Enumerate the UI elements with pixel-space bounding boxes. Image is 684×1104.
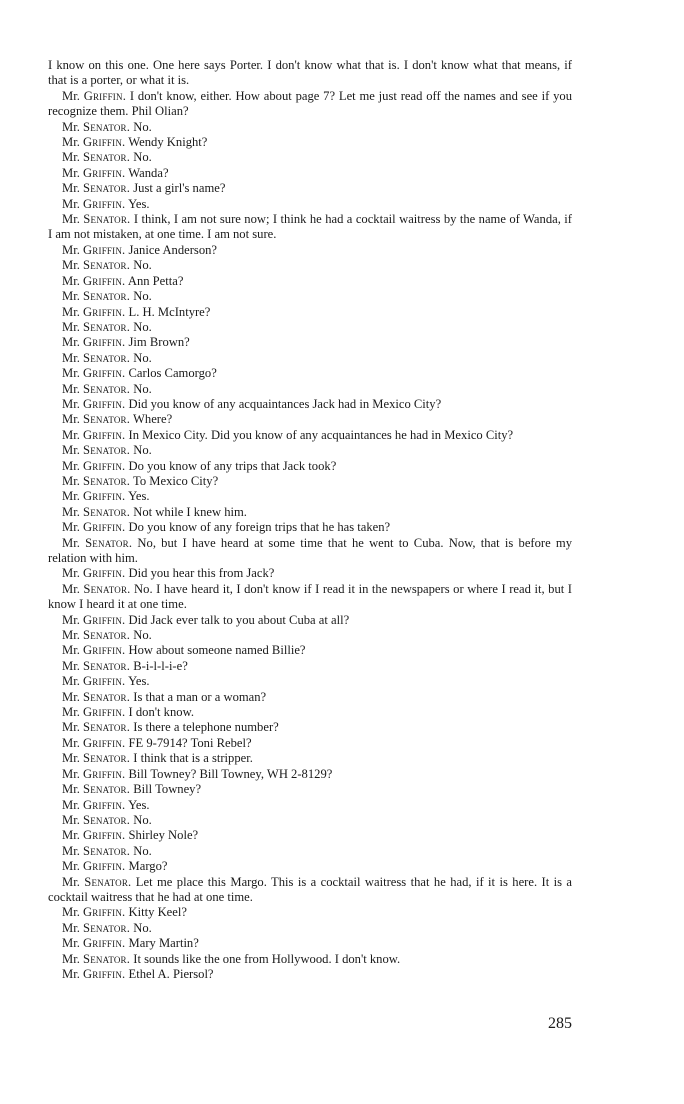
dialogue-line bbox=[48, 135, 572, 150]
speaker-name: Griffin. bbox=[83, 273, 126, 288]
page-number: 285 bbox=[548, 1015, 572, 1032]
speaker-title: Mr. bbox=[62, 150, 80, 165]
speaker-name: Senator. bbox=[83, 212, 131, 227]
dialogue-line bbox=[48, 351, 572, 366]
speaker-title: Mr. bbox=[62, 427, 80, 442]
dialogue-line bbox=[48, 875, 572, 906]
speech-text: Ann Petta? bbox=[127, 273, 184, 288]
speaker-title: Mr. bbox=[62, 859, 80, 874]
speech-text: Is there a telephone number? bbox=[133, 720, 279, 735]
speech-text: Carlos Camorgo? bbox=[128, 366, 217, 381]
speaker-name: Senator. bbox=[85, 535, 133, 550]
dialogue-line bbox=[48, 197, 572, 212]
dialogue-line bbox=[48, 443, 572, 458]
dialogue-line bbox=[48, 181, 572, 196]
speaker-title: Mr. bbox=[62, 797, 80, 812]
speaker-name: Senator. bbox=[83, 119, 131, 134]
dialogue-line bbox=[48, 412, 572, 427]
speaker-title: Mr. bbox=[62, 88, 80, 103]
speaker-title: Mr. bbox=[62, 874, 80, 889]
dialogue-line bbox=[48, 428, 572, 443]
speech-text: Did Jack ever talk to you about Cuba at all? bbox=[128, 612, 350, 627]
dialogue-line bbox=[48, 305, 572, 320]
speaker-title: Mr. bbox=[62, 843, 80, 858]
dialogue-line bbox=[48, 505, 572, 520]
speaker-name: Griffin. bbox=[83, 766, 126, 781]
speaker-name: Senator. bbox=[83, 628, 131, 643]
dialogue-line bbox=[48, 767, 572, 782]
speech-text: In Mexico City. Did you know of any acquaintances he had in Mexico City? bbox=[128, 427, 514, 442]
speaker-title: Mr. bbox=[62, 304, 80, 319]
speaker-name: Griffin. bbox=[83, 735, 126, 750]
dialogue-line bbox=[48, 628, 572, 643]
speaker-name: Senator. bbox=[83, 319, 131, 334]
speaker-name: Senator. bbox=[83, 412, 131, 427]
speech-text: Bill Towney? Bill Towney, WH 2-8129? bbox=[128, 766, 333, 781]
speech-text: Not while I knew him. bbox=[133, 504, 247, 519]
dialogue-list bbox=[48, 89, 572, 983]
speaker-title: Mr. bbox=[62, 751, 80, 766]
speech-text: No. bbox=[133, 443, 152, 458]
speech-text: Jim Brown? bbox=[128, 335, 190, 350]
speech-text: No. I have heard it, I don't know if I read it in the newspapers or where I read it, but I know I heard it at one time. bbox=[48, 581, 572, 612]
speaker-title: Mr. bbox=[62, 612, 80, 627]
dialogue-line bbox=[48, 489, 572, 504]
speaker-name: Griffin. bbox=[83, 335, 126, 350]
speaker-name: Griffin. bbox=[83, 165, 126, 180]
speaker-name: Griffin. bbox=[83, 566, 126, 581]
speech-text: No. bbox=[133, 119, 152, 134]
speaker-name: Senator. bbox=[83, 689, 131, 704]
speaker-name: Griffin. bbox=[83, 427, 126, 442]
dialogue-line bbox=[48, 274, 572, 289]
speech-text: No. bbox=[133, 812, 152, 827]
dialogue-line bbox=[48, 859, 572, 874]
speech-text: No. bbox=[133, 289, 152, 304]
dialogue-line bbox=[48, 921, 572, 936]
speaker-name: Griffin. bbox=[83, 242, 126, 257]
speaker-title: Mr. bbox=[62, 381, 80, 396]
speaker-title: Mr. bbox=[62, 705, 80, 720]
speech-text: Margo? bbox=[128, 859, 168, 874]
speech-text: Let me place this Margo. This is a cocktail waitress that he had, if it is here. It is a cocktail waitress that he had at one time. bbox=[48, 874, 573, 904]
speaker-name: Senator. bbox=[83, 381, 131, 396]
speech-text: Yes. bbox=[128, 674, 150, 689]
speaker-name: Senator. bbox=[83, 843, 131, 858]
speaker-title: Mr. bbox=[62, 905, 80, 920]
dialogue-line bbox=[48, 674, 572, 689]
speaker-name: Senator. bbox=[83, 751, 131, 766]
speaker-title: Mr. bbox=[62, 812, 80, 827]
dialogue-line bbox=[48, 659, 572, 674]
speaker-name: Griffin. bbox=[83, 196, 126, 211]
speaker-name: Griffin. bbox=[83, 366, 126, 381]
speaker-name: Senator. bbox=[84, 874, 132, 889]
speech-text: Did you hear this from Jack? bbox=[128, 566, 275, 581]
speech-text: No. bbox=[133, 843, 152, 858]
speech-text: How about someone named Billie? bbox=[128, 643, 306, 658]
speaker-title: Mr. bbox=[62, 396, 80, 411]
speaker-name: Griffin. bbox=[83, 859, 126, 874]
speech-text: Did you know of any acquaintances Jack had in Mexico City? bbox=[128, 396, 442, 411]
speech-text: I think, I am not sure now; I think he had a cocktail waitress by the name of Wanda, if I am not mistaken, at one time. I am not sure. bbox=[48, 212, 572, 242]
dialogue-line bbox=[48, 905, 572, 920]
dialogue-line bbox=[48, 459, 572, 474]
speaker-title: Mr. bbox=[62, 335, 80, 350]
speaker-title: Mr. bbox=[62, 196, 80, 211]
speaker-title: Mr. bbox=[62, 628, 80, 643]
speaker-name: Griffin. bbox=[83, 797, 126, 812]
dialogue-line bbox=[48, 967, 572, 982]
speaker-title: Mr. bbox=[62, 504, 80, 519]
dialogue-line bbox=[48, 643, 572, 658]
speaker-name: Senator. bbox=[83, 581, 131, 596]
dialogue-line bbox=[48, 936, 572, 951]
speech-text: Do you know of any trips that Jack took? bbox=[128, 458, 337, 473]
dialogue-line bbox=[48, 536, 572, 567]
dialogue-line bbox=[48, 382, 572, 397]
dialogue-line bbox=[48, 952, 572, 967]
speaker-name: Senator. bbox=[83, 258, 131, 273]
speech-text: Ethel A. Piersol? bbox=[128, 966, 214, 981]
speech-text: Kitty Keel? bbox=[128, 905, 187, 920]
speaker-title: Mr. bbox=[62, 212, 80, 227]
speaker-title: Mr. bbox=[62, 951, 80, 966]
speaker-name: Griffin. bbox=[83, 458, 126, 473]
speaker-name: Griffin. bbox=[83, 135, 126, 150]
speech-text: Yes. bbox=[128, 797, 150, 812]
speaker-name: Griffin. bbox=[83, 828, 126, 843]
speech-text: It sounds like the one from Hollywood. I don't know. bbox=[133, 951, 401, 966]
dialogue-line bbox=[48, 798, 572, 813]
speech-text: Where? bbox=[133, 412, 173, 427]
speaker-name: Griffin. bbox=[83, 396, 126, 411]
speaker-title: Mr. bbox=[62, 350, 80, 365]
speaker-title: Mr. bbox=[62, 643, 80, 658]
speech-text: Janice Anderson? bbox=[128, 242, 218, 257]
opening-paragraph: I know on this one. One here says Porter. I don't know what that is. I don't know what that means, if that is a porter, or what it is. bbox=[48, 58, 572, 88]
speech-text: No. bbox=[133, 628, 152, 643]
speaker-name: Senator. bbox=[83, 289, 131, 304]
speech-text: I think that is a stripper. bbox=[133, 751, 253, 766]
speech-text: Mary Martin? bbox=[128, 936, 199, 951]
dialogue-line bbox=[48, 150, 572, 165]
dialogue-line bbox=[48, 289, 572, 304]
speaker-title: Mr. bbox=[62, 242, 80, 257]
speech-text: No. bbox=[133, 920, 152, 935]
speaker-title: Mr. bbox=[62, 258, 80, 273]
dialogue-line bbox=[48, 520, 572, 535]
dialogue-line bbox=[48, 582, 572, 613]
speech-text: No. bbox=[133, 381, 152, 396]
speaker-title: Mr. bbox=[62, 289, 80, 304]
speaker-name: Griffin. bbox=[83, 966, 126, 981]
speaker-title: Mr. bbox=[62, 273, 80, 288]
dialogue-line bbox=[48, 613, 572, 628]
speech-text: L. H. McIntyre? bbox=[128, 304, 211, 319]
dialogue-line bbox=[48, 566, 572, 581]
dialogue-line bbox=[48, 335, 572, 350]
dialogue-line bbox=[48, 720, 572, 735]
speaker-title: Mr. bbox=[62, 443, 80, 458]
speech-text: I don't know, either. How about page 7? Let me just read off the names and see if you recognize them. Phil Olian? bbox=[48, 88, 572, 119]
speech-text: Is that a man or a woman? bbox=[133, 689, 267, 704]
speaker-title: Mr. bbox=[62, 936, 80, 951]
speaker-name: Griffin. bbox=[83, 304, 126, 319]
speech-text: No. bbox=[133, 319, 152, 334]
speaker-title: Mr. bbox=[62, 458, 80, 473]
speaker-title: Mr. bbox=[62, 720, 80, 735]
speaker-name: Senator. bbox=[83, 951, 131, 966]
dialogue-line bbox=[48, 690, 572, 705]
speaker-name: Senator. bbox=[83, 920, 131, 935]
dialogue-line bbox=[48, 813, 572, 828]
dialogue-line bbox=[48, 397, 572, 412]
speech-text: Do you know of any foreign trips that he has taken? bbox=[128, 520, 391, 535]
speaker-name: Griffin. bbox=[83, 520, 126, 535]
speaker-title: Mr. bbox=[62, 489, 80, 504]
dialogue-line bbox=[48, 751, 572, 766]
speaker-title: Mr. bbox=[62, 119, 80, 134]
speech-text: Wendy Knight? bbox=[128, 135, 208, 150]
speaker-title: Mr. bbox=[62, 135, 80, 150]
dialogue-line bbox=[48, 705, 572, 720]
speech-text: To Mexico City? bbox=[133, 473, 219, 488]
speech-text: No. bbox=[133, 258, 152, 273]
transcript-page bbox=[48, 58, 572, 982]
speech-text: Just a girl's name? bbox=[133, 181, 226, 196]
speaker-title: Mr. bbox=[62, 319, 80, 334]
speaker-title: Mr. bbox=[62, 674, 80, 689]
speech-text: No. bbox=[133, 350, 152, 365]
speaker-name: Griffin. bbox=[83, 612, 126, 627]
speech-text: I don't know. bbox=[128, 705, 194, 720]
dialogue-line bbox=[48, 166, 572, 181]
speaker-name: Griffin. bbox=[83, 643, 126, 658]
speaker-title: Mr. bbox=[62, 366, 80, 381]
speaker-name: Senator. bbox=[83, 782, 131, 797]
speech-text: Bill Towney? bbox=[133, 782, 202, 797]
speaker-title: Mr. bbox=[62, 689, 80, 704]
speaker-title: Mr. bbox=[62, 473, 80, 488]
speech-text: FE 9-7914? Toni Rebel? bbox=[128, 735, 252, 750]
speaker-title: Mr. bbox=[62, 658, 80, 673]
dialogue-line bbox=[48, 89, 572, 120]
speaker-name: Griffin. bbox=[83, 489, 126, 504]
speaker-title: Mr. bbox=[62, 535, 80, 550]
speaker-name: Senator. bbox=[83, 658, 131, 673]
speaker-title: Mr. bbox=[62, 412, 80, 427]
speaker-name: Senator. bbox=[83, 443, 131, 458]
dialogue-line bbox=[48, 782, 572, 797]
speech-text: B-i-l-l-i-e? bbox=[133, 658, 188, 673]
speaker-name: Griffin. bbox=[83, 905, 126, 920]
speaker-name: Griffin. bbox=[83, 88, 127, 103]
speaker-title: Mr. bbox=[62, 520, 80, 535]
dialogue-line bbox=[48, 258, 572, 273]
dialogue-line bbox=[48, 474, 572, 489]
speaker-name: Griffin. bbox=[83, 674, 126, 689]
speaker-title: Mr. bbox=[62, 181, 80, 196]
speaker-title: Mr. bbox=[62, 581, 80, 596]
speech-text: No, but I have heard at some time that he went to Cuba. Now, that is before my relation with him. bbox=[48, 535, 573, 565]
dialogue-line bbox=[48, 212, 572, 243]
dialogue-line bbox=[48, 120, 572, 135]
speaker-name: Senator. bbox=[83, 181, 131, 196]
dialogue-line bbox=[48, 736, 572, 751]
speaker-name: Senator. bbox=[83, 720, 131, 735]
speaker-title: Mr. bbox=[62, 966, 80, 981]
speaker-name: Senator. bbox=[83, 150, 131, 165]
speech-text: Wanda? bbox=[128, 165, 169, 180]
speech-text: No. bbox=[133, 150, 152, 165]
speech-text: Shirley Nole? bbox=[128, 828, 199, 843]
speaker-name: Senator. bbox=[83, 504, 131, 519]
speaker-title: Mr. bbox=[62, 828, 80, 843]
speaker-name: Griffin. bbox=[83, 705, 126, 720]
speaker-name: Senator. bbox=[83, 473, 131, 488]
speech-text: Yes. bbox=[128, 196, 150, 211]
speaker-title: Mr. bbox=[62, 735, 80, 750]
speaker-name: Griffin. bbox=[83, 936, 126, 951]
dialogue-line bbox=[48, 366, 572, 381]
speaker-name: Senator. bbox=[83, 350, 131, 365]
speaker-name: Senator. bbox=[83, 812, 131, 827]
speaker-title: Mr. bbox=[62, 566, 80, 581]
speaker-title: Mr. bbox=[62, 782, 80, 797]
speech-text: Yes. bbox=[128, 489, 150, 504]
speaker-title: Mr. bbox=[62, 165, 80, 180]
dialogue-line bbox=[48, 828, 572, 843]
speaker-title: Mr. bbox=[62, 920, 80, 935]
dialogue-line bbox=[48, 320, 572, 335]
dialogue-line bbox=[48, 243, 572, 258]
speaker-title: Mr. bbox=[62, 766, 80, 781]
dialogue-line bbox=[48, 844, 572, 859]
